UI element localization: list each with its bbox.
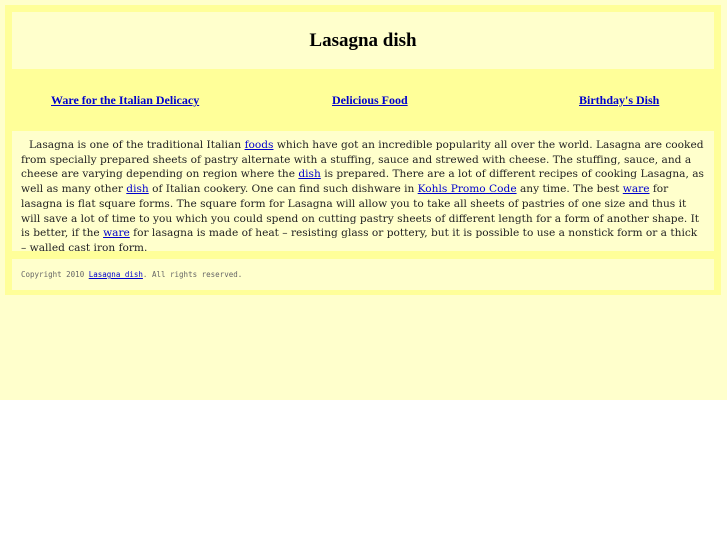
article-content [12,131,714,254]
footer [12,259,714,290]
article-text: of Italian cookery. One can find such dishware in [148,183,418,196]
link-dish[interactable]: dish [298,168,321,181]
link-kohls-promo-code[interactable]: Kohls Promo Code [417,183,517,196]
link-ware[interactable]: ware [622,183,650,196]
article-text: which have got an incredible popularity all over the world. Lasagna are cooked from specially prepared sheets of pastry alternate with a stuffing, sauce and strewed with cheese. The stuffing, sauce, and a cheese are varying depending on region where the [21,139,704,181]
copyright-suffix: . All rights reserved. [142,270,243,279]
nav-link-delicious-food[interactable]: Delicious Food [332,93,408,107]
article-text: is prepared. There are a lot of different recipes of cooking Lasagna, as well as many other [21,168,704,196]
article-text: Lasagna is one of the traditional Italian [29,139,245,151]
footer-link-lasagna-dish[interactable]: Lasagna dish [88,270,143,279]
page-title: Lasagna dish [309,29,417,51]
link-dish-2[interactable]: dish [126,183,149,196]
copyright-text: Copyright 2010 [21,270,89,279]
article-text: for lasagna is flat square forms. The square form for Lasagna will allow you to take all sheets of pastries of one size and thus it will save a lot of time to you which you could spend on cutting pastry sheets of different length for a form of another shape. It is better, if the [21,183,700,240]
nav-bar [12,69,714,129]
nav-link-birthdays-dish[interactable]: Birthday's Dish [579,93,660,107]
nav-link-ware-italian-delicacy[interactable]: Ware for the Italian Delicacy [51,93,200,107]
main-frame [5,5,721,295]
article-paragraph [21,138,705,256]
header [12,12,714,69]
article-text: any time. The best [516,183,623,196]
link-foods[interactable]: foods [244,139,274,151]
link-ware-2[interactable]: ware [103,227,130,240]
article-text: for lasagna is made of heat – resisting glass or pottery, but it is possible to use a nonstick form or a thick – walled cast iron form. [21,227,698,254]
